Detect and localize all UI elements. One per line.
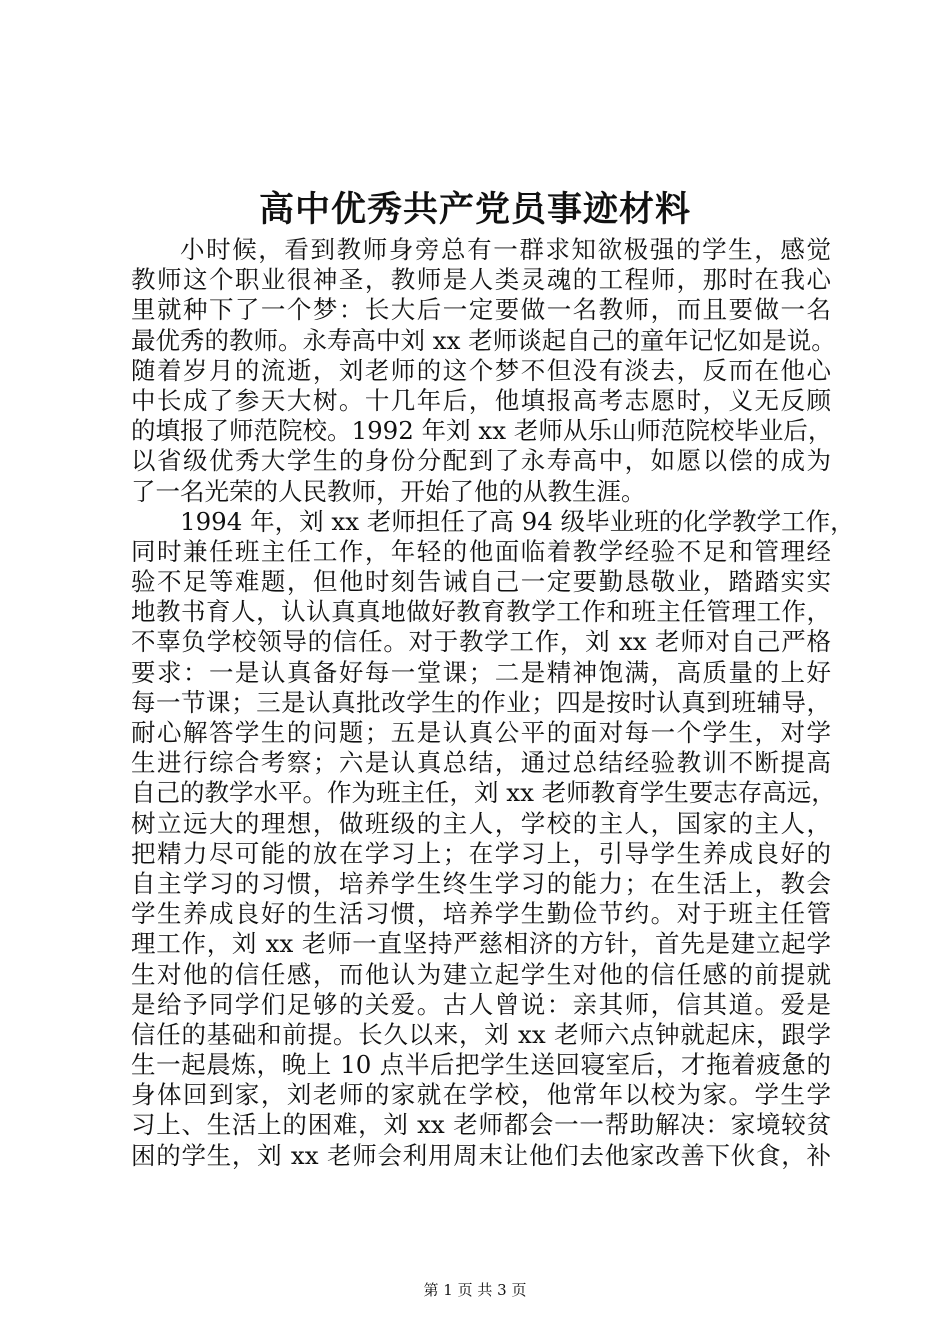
text-line: 同时兼任班主任工作，年轻的他面临着教学经验不足和管理经 (131, 536, 831, 566)
text-line: 信任的基础和前提。长久以来，刘 xx 老师六点钟就起床，跟学 (131, 1019, 831, 1049)
text-line: 学生养成良好的生活习惯，培养学生勤俭节约。对于班主任管 (131, 899, 831, 929)
text-line: 困的学生，刘 xx 老师会利用周末让他们去他家改善下伙食，补 (131, 1140, 831, 1170)
text-line: 教师这个职业很神圣，教师是人类灵魂的工程师，那时在我心 (131, 265, 831, 295)
text-line: 1994 年，刘 xx 老师担任了高 94 级毕业班的化学教学工作， (180, 506, 855, 536)
text-line: 生对他的信任感，而他认为建立起学生对他的信任感的前提就 (131, 959, 831, 989)
text-line: 树立远大的理想，做班级的主人，学校的主人，国家的主人， (131, 808, 831, 838)
paragraph (131, 235, 836, 507)
text-line: 验不足等难题，但他时刻告诫自己一定要勤恳敬业，踏踏实实 (131, 567, 831, 597)
text-line: 不辜负学校领导的信任。对于教学工作，刘 xx 老师对自己严格 (131, 627, 831, 657)
text-line: 以省级优秀大学生的身份分配到了永寿高中，如愿以偿的成为 (131, 446, 831, 476)
document-title: 高中优秀共产党员事迹材料 (258, 189, 691, 230)
text-line: 里就种下了一个梦：长大后一定要做一名教师，而且要做一名 (131, 295, 831, 325)
document-body (131, 235, 855, 1171)
text-line: 生进行综合考察；六是认真总结，通过总结经验教训不断提高 (131, 748, 831, 778)
text-line: 耐心解答学生的问题；五是认真公平的面对每一个学生，对学 (131, 718, 831, 747)
text-line: 随着岁月的流逝，刘老师的这个梦不但没有淡去，反而在他心 (131, 355, 831, 385)
text-line: 理工作，刘 xx 老师一直坚持严慈相济的方针，首先是建立起学 (131, 929, 831, 959)
text-line: 最优秀的教师。永寿高中刘 xx 老师谈起自己的童年记忆如是说。 (131, 325, 836, 355)
text-line: 每一节课；三是认真批改学生的作业；四是按时认真到班辅导， (131, 687, 831, 717)
text-line: 身体回到家，刘老师的家就在学校，他常年以校为家。学生学 (131, 1080, 831, 1110)
text-line: 把精力尽可能的放在学习上；在学习上，引导学生养成良好的 (131, 838, 831, 868)
text-line: 自主学习的习惯，培养学生终生学习的能力；在生活上，教会 (131, 868, 831, 898)
text-line: 中长成了参天大树。十几年后，他填报高考志愿时，义无反顾 (131, 385, 831, 415)
text-line: 是给予同学们足够的关爱。古人曾说：亲其师，信其道。爱是 (131, 989, 831, 1019)
text-line: 要求：一是认真备好每一堂课；二是精神饱满，高质量的上好 (131, 657, 831, 687)
text-line: 生一起晨炼，晚上 10 点半后把学生送回寝室后，才拖着疲惫的 (131, 1050, 831, 1080)
text-line: 了一名光荣的人民教师，开始了他的从教生涯。 (131, 476, 646, 506)
text-line: 地教书育人，认认真真地做好教育教学工作和班主任管理工作， (131, 597, 831, 627)
text-line: 自己的教学水平。作为班主任，刘 xx 老师教育学生要志存高远， (131, 778, 836, 808)
paragraph (131, 506, 855, 1171)
text-line: 小时候，看到教师身旁总有一群求知欲极强的学生，感觉 (180, 235, 831, 264)
page-footer: 第 1 页 共 3 页 (423, 1281, 527, 1299)
text-line: 习上、生活上的困难，刘 xx 老师都会一一帮助解决：家境较贫 (131, 1110, 831, 1140)
text-line: 的填报了师范院校。1992 年刘 xx 老师从乐山师范院校毕业后， (131, 416, 833, 446)
